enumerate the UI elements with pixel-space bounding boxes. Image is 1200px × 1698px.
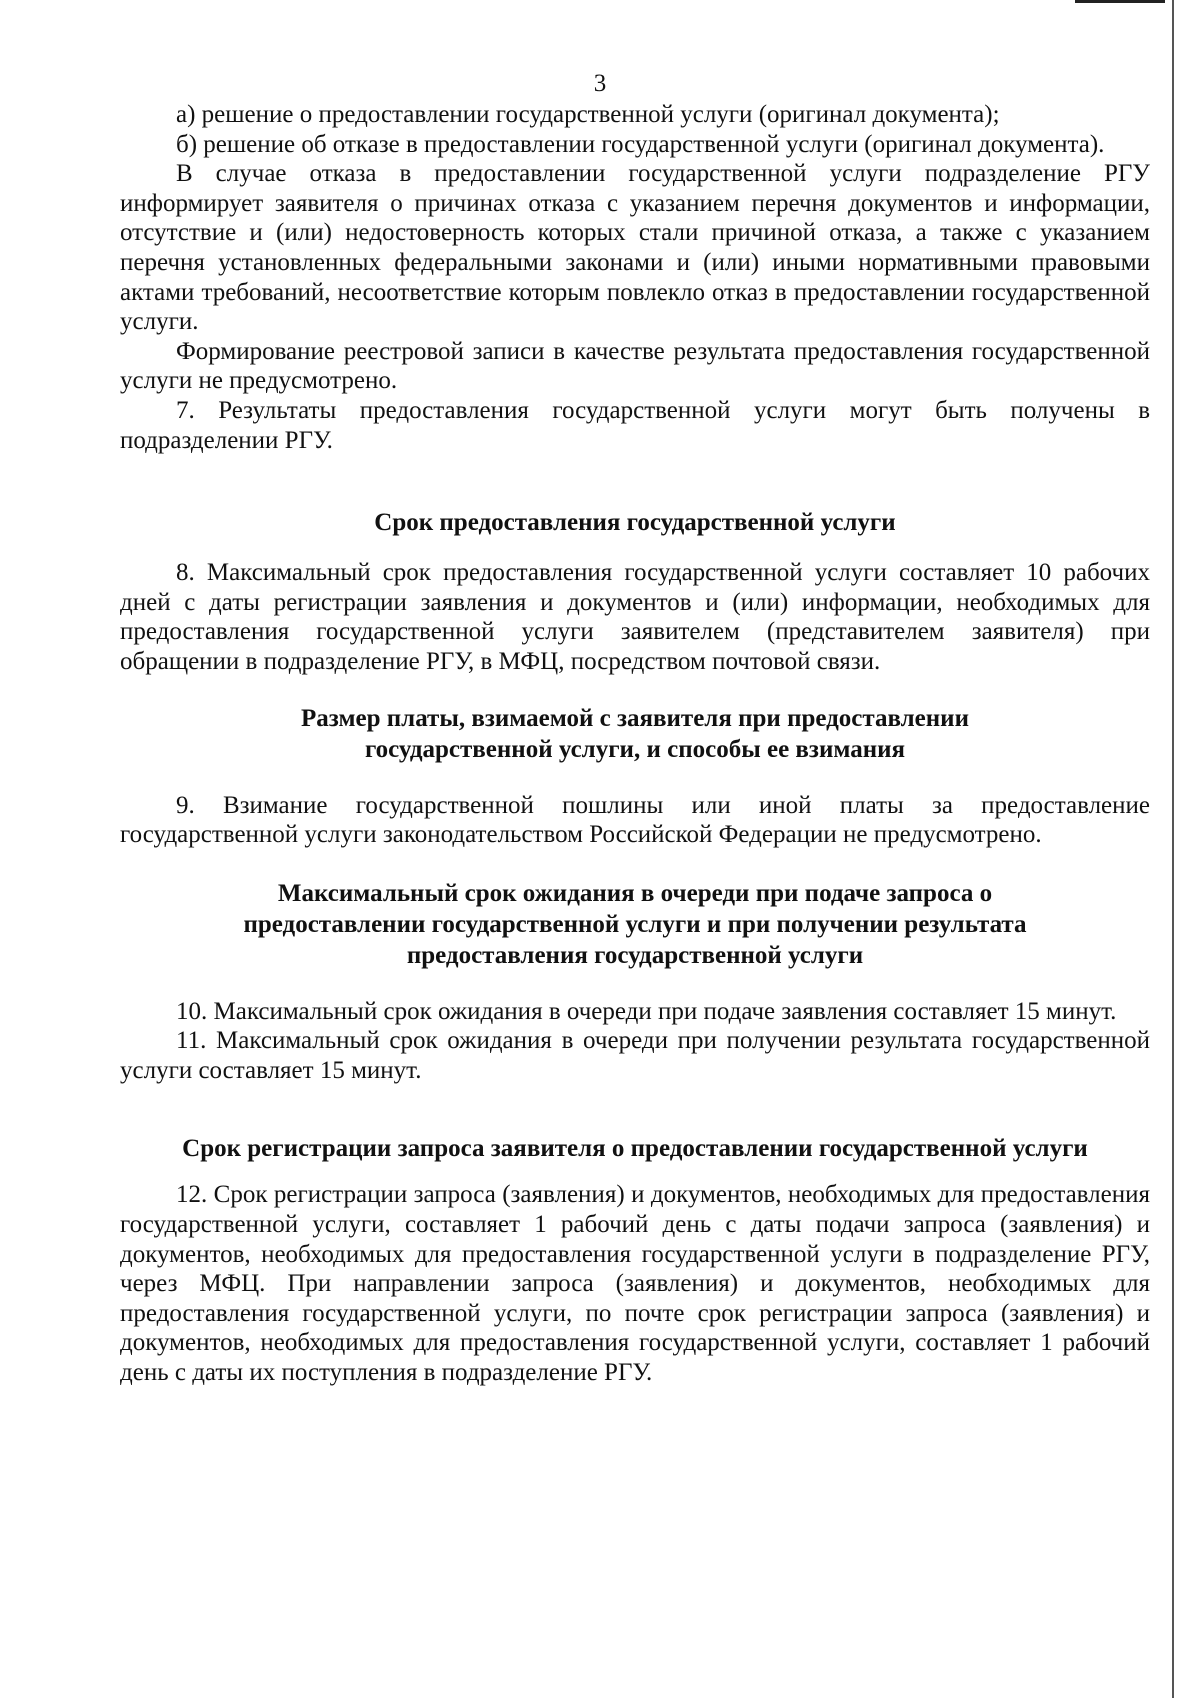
heading-queue-wait-line-2: предоставлении государственной услуги и при получении результата <box>243 910 1027 938</box>
paragraph-10: 10. Максимальный срок ожидания в очереди при подаче заявления составляет 15 минут. <box>176 997 1117 1025</box>
paragraph-7: 7. Результаты предоставления государственной услуги могут быть получены в подразделении РГУ. <box>120 396 1150 454</box>
heading-queue-wait-line-3: предоставления государственной услуги <box>406 941 864 969</box>
page-number: 3 <box>593 70 607 97</box>
heading-fee-line-2: государственной услуги, и способы ее взимания <box>364 735 906 763</box>
paragraph-item-b: б) решение об отказе в предоставлении государственной услуги (оригинал документа). <box>176 130 1105 158</box>
heading-service-term: Срок предоставления государственной услуги <box>374 509 896 537</box>
heading-queue-wait <box>120 878 1150 971</box>
heading-fee <box>120 703 1150 765</box>
paragraph-registry-record: Формирование реестровой записи в качестве результата предоставления государственной услуги не предусмотрено. <box>120 337 1150 395</box>
paragraph-item-a: а) решение о предоставлении государственной услуги (оригинал документа); <box>176 101 1000 128</box>
paragraph-8: 8. Максимальный срок предоставления государственной услуги составляет 10 рабочих дней с даты регистрации заявления и документов и (или) информации, необходимых для предоставления государственной услуги заявителем (представителем заявителя) при обращении в подразделение РГУ, в МФЦ, посредством почтовой связи. <box>120 559 1150 675</box>
paragraph-12: 12. Срок регистрации запроса (заявления) и документов, необходимых для предоставления государственной услуги, составляет 1 рабочий день с даты подачи запроса (заявления) и документов, необходимых для предоставления государственной услуги в подразделение РГУ, через МФЦ. При направлении запроса (заявления) и документов, необходимых для предоставления государственной услуги, по почте срок регистрации запроса (заявления) и документов, необходимых для предоставления государственной услуги, составляет 1 рабочий день с даты их поступления в подразделение РГУ. <box>120 1181 1150 1387</box>
heading-queue-wait-line-1: Максимальный срок ожидания в очереди при подаче запроса о <box>277 879 993 907</box>
paragraph-9: 9. Взимание государственной пошлины или иной платы за предоставление государственной услуги законодательством Российской Федерации не предусмотрено. <box>120 791 1150 849</box>
page-edge-top-mark <box>1075 0 1165 3</box>
paragraph-refusal: В случае отказа в предоставлении государственной услуги подразделение РГУ информирует заявителя о причинах отказа с указанием перечня документов и информации, отсутствие и (или) недостоверность которых стали причиной отказа, а также с указанием перечня установленных федеральными законами и (или) иными нормативными правовыми актами требований, несоответствие которым повлекло отказ в предоставлении государственной услуги. <box>120 160 1150 336</box>
document-body <box>120 100 1150 1388</box>
page-edge-right-line <box>1172 0 1174 1698</box>
paragraph-11: 11. Максимальный срок ожидания в очереди при получении результата государственной услуги составляет 15 минут. <box>120 1027 1150 1084</box>
heading-registration-term: Срок регистрации запроса заявителя о предоставлении государственной услуги <box>182 1135 1088 1163</box>
heading-fee-line-1: Размер платы, взимаемой с заявителя при предоставлении <box>301 704 969 732</box>
